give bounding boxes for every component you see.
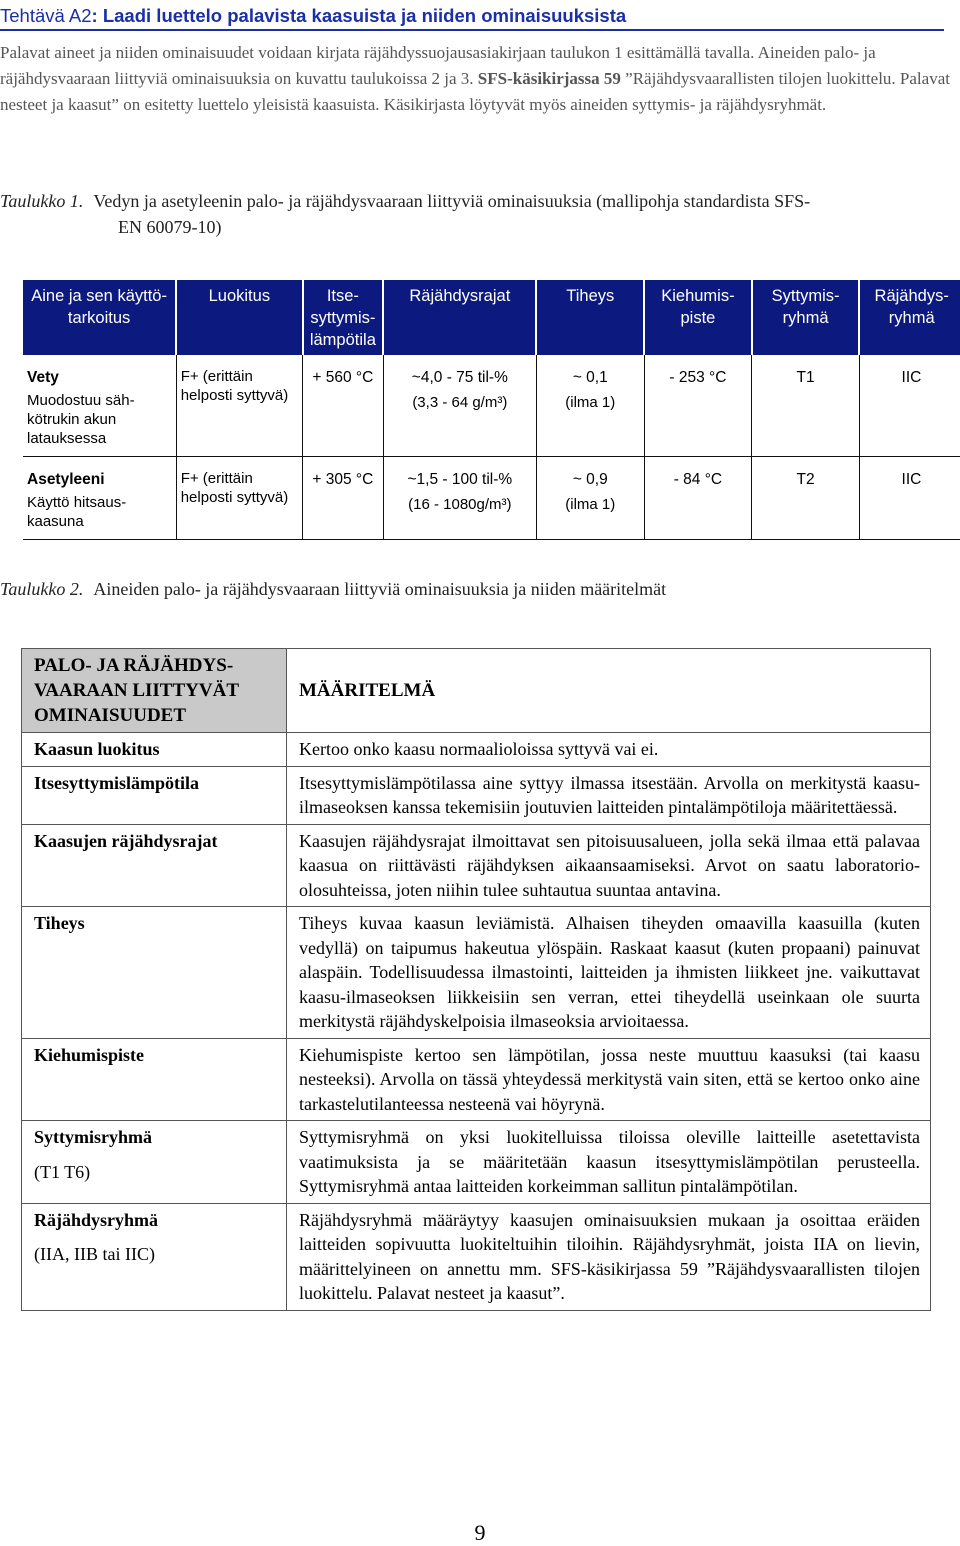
title-text: : Laadi luettelo palavista kaasuista ja niiden ominaisuuksista xyxy=(91,5,627,26)
table2-header-right: MÄÄRITELMÄ xyxy=(287,649,931,733)
table-row xyxy=(23,457,960,540)
title-prefix: Tehtävä A2 xyxy=(0,5,92,26)
density: ~ 0,9 xyxy=(572,471,608,488)
term: Itsesyttymislämpötila xyxy=(34,772,199,793)
table2-caption-text: Aineiden palo- ja räjähdysvaaraan liittyviä ominaisuuksia ja niiden määritelmät xyxy=(93,579,667,599)
table2-header-left: PALO- JA RÄJÄHDYS-VAARAAN LIITTYVÄT OMINAISUUDET xyxy=(22,649,287,733)
table-row xyxy=(22,733,931,767)
definition: Itsesyttymislämpötilassa aine syttyy ilmassa itsestään. Arvolla on merkitystä kaasu-ilmaseoksen kanssa tekemisiin joutuvien laitteiden pintalämpötiloja määritettäessä. xyxy=(287,766,931,824)
intro-bold: SFS-käsikirjassa 59 xyxy=(477,69,621,88)
table-row xyxy=(22,824,931,907)
term: Kaasun luokitus xyxy=(34,739,160,759)
table1-caption xyxy=(0,188,960,240)
table1-caption-label: Taulukko 1. xyxy=(0,191,84,211)
table1-caption-cont: EN 60079-10) xyxy=(118,217,222,237)
properties-table xyxy=(23,280,960,540)
classification: F+ (erittäin helposti syttyvä) xyxy=(180,470,289,506)
temperature-class: T1 xyxy=(752,355,860,457)
explosion-limits: ~1,5 - 100 til-% xyxy=(407,471,513,488)
intro-part-1: Palavat aineet ja niiden ominaisuudet voidaan kirjata räjähdyssuojausasiakirjaan taulukon 1 esittämällä tavalla. Aineiden palo- ja räjähdysvaaraan liittyviä ominaisuuksia on kuvattu taulukoissa 2 ja 3. xyxy=(0,43,876,88)
table2-caption xyxy=(0,576,960,602)
explosion-group: IIC xyxy=(859,355,960,457)
table-row xyxy=(22,1038,931,1121)
term: Tiheys xyxy=(34,913,85,933)
term: Kaasujen räjähdysrajat xyxy=(34,830,218,851)
table1-header: Itse-syttymis-lämpötila xyxy=(303,280,384,355)
definition: Kiehumispiste kertoo sen lämpötilan, jossa neste muuttuu kaasuksi (tai kaasu nesteeksi). Arvolla on tässä yhteydessä merkitystä vain siten, että se kertoo onko aine tarkastelutilanteessa nesteenä vai höyrynä. xyxy=(287,1038,931,1121)
table2-caption-label: Taulukko 2. xyxy=(0,579,84,599)
table-row xyxy=(22,1203,931,1310)
autoignition-temp: + 305 °C xyxy=(303,457,384,540)
boiling-point: - 253 °C xyxy=(644,355,752,457)
classification: F+ (erittäin helposti syttyvä) xyxy=(180,368,289,404)
definition: Kertoo onko kaasu normaalioloissa syttyvä vai ei. xyxy=(287,733,931,767)
intro-paragraph xyxy=(0,40,950,118)
term: Kiehumispiste xyxy=(34,1044,145,1065)
definitions-table xyxy=(21,648,931,1311)
density: ~ 0,1 xyxy=(572,369,608,386)
term-sub: (T1 T6) xyxy=(34,1161,91,1182)
table-row xyxy=(22,1121,931,1204)
table1-header: Aine ja sen käyttö-tarkoitus xyxy=(23,280,176,355)
page-title xyxy=(0,5,944,31)
table1-header: Kiehumis-piste xyxy=(644,280,752,355)
explosion-group: IIC xyxy=(859,457,960,540)
density-ref: (ilma 1) xyxy=(565,394,616,411)
definition: Tiheys kuvaa kaasun leviämistä. Alhaisen tiheyden omaavilla kaasuilla (kuten vedyllä) on taipumus hakeutua ylöspäin. Raskaat kaasut (kuten propaani) painuvat alaspäin. Todellisuudessa ilmastointi, laitteiden ja ihmisten liikkeet jne. vaikuttavat kaasu-ilmaseoksen liikkeisiin sen verran, ettei tiheydellä useinkaan ole suurta merkitystä räjähdyskelpoisia ilmaseoksia arvioitaessa. xyxy=(287,907,931,1039)
explosion-limits-gm3: (3,3 - 64 g/m³) xyxy=(412,394,508,411)
substance-name: Asetyleeni xyxy=(27,471,105,488)
table1-header: Syttymis-ryhmä xyxy=(752,280,860,355)
definition: Räjähdysryhmä määräytyy kaasujen ominaisuuksien mukaan ja osoittaa eräiden laitteiden sopivuutta luokiteltuihin tiloihin. Räjähdysryhmät, joista IIA on lievin, määrittelyineen on annettu mm. SFS-käsikirjassa 59 ”Räjähdysvaarallisten tilojen luokittelu. Palavat nesteet ja kaasut”. xyxy=(287,1203,931,1310)
table1-caption-text: Vedyn ja asetyleenin palo- ja räjähdysvaaraan liittyviä ominaisuuksia (mallipohja standardista SFS- xyxy=(93,191,811,211)
term-sub: (IIA, IIB tai IIC) xyxy=(34,1244,155,1264)
definition: Syttymisryhmä on yksi luokitelluissa tiloissa oleville laitteille asetettavista vaatimuksista ja se määritetään kaasun itsesyttymislämpötilan perusteella. Syttymisryhmä antaa laitteiden korkeimman sallitun pintalämpötilan. xyxy=(287,1121,931,1204)
definition: Kaasujen räjähdysrajat ilmoittavat sen pitoisuusalueen, jolla sekä ilmaa että palavaa kaasua on riittävästi räjähdyksen aikaansaamiseksi. Arvot on saatu laboratorio-olosuhteissa, joten niihin tulee suhtautua suuntaa antavina. xyxy=(287,824,931,907)
substance-usage: Muodostuu säh-kötrukin akun latauksessa xyxy=(27,392,135,447)
substance-name: Vety xyxy=(27,369,59,386)
term: Syttymisryhmä xyxy=(34,1127,152,1147)
table-row xyxy=(22,907,931,1039)
explosion-limits-gm3: (16 - 1080g/m³) xyxy=(408,496,512,513)
table1-header-row xyxy=(23,280,960,355)
page-number: 9 xyxy=(474,1520,486,1545)
table-row xyxy=(22,766,931,824)
autoignition-temp: + 560 °C xyxy=(303,355,384,457)
boiling-point: - 84 °C xyxy=(644,457,752,540)
term: Räjähdysryhmä xyxy=(34,1209,159,1230)
density-ref: (ilma 1) xyxy=(565,496,616,513)
table1-header: Räjähdys-ryhmä xyxy=(859,280,960,355)
temperature-class: T2 xyxy=(752,457,860,540)
intro-part-2: ”Räjähdysvaarallisten tilojen luokittelu. Palavat nesteet ja kaasut” on esitetty luettelo yleisistä kaasuista. Käsikirjasta löytyvät myös aineiden syttymis- ja räjähdysryhmät. xyxy=(0,69,950,114)
table1-header: Luokitus xyxy=(176,280,302,355)
table-row xyxy=(23,355,960,457)
table1-header: Räjähdysrajat xyxy=(383,280,536,355)
table1-header: Tiheys xyxy=(536,280,644,355)
table2-header-row xyxy=(22,649,931,733)
explosion-limits: ~4,0 - 75 til-% xyxy=(411,369,508,386)
substance-usage: Käyttö hitsaus-kaasuna xyxy=(27,494,127,530)
